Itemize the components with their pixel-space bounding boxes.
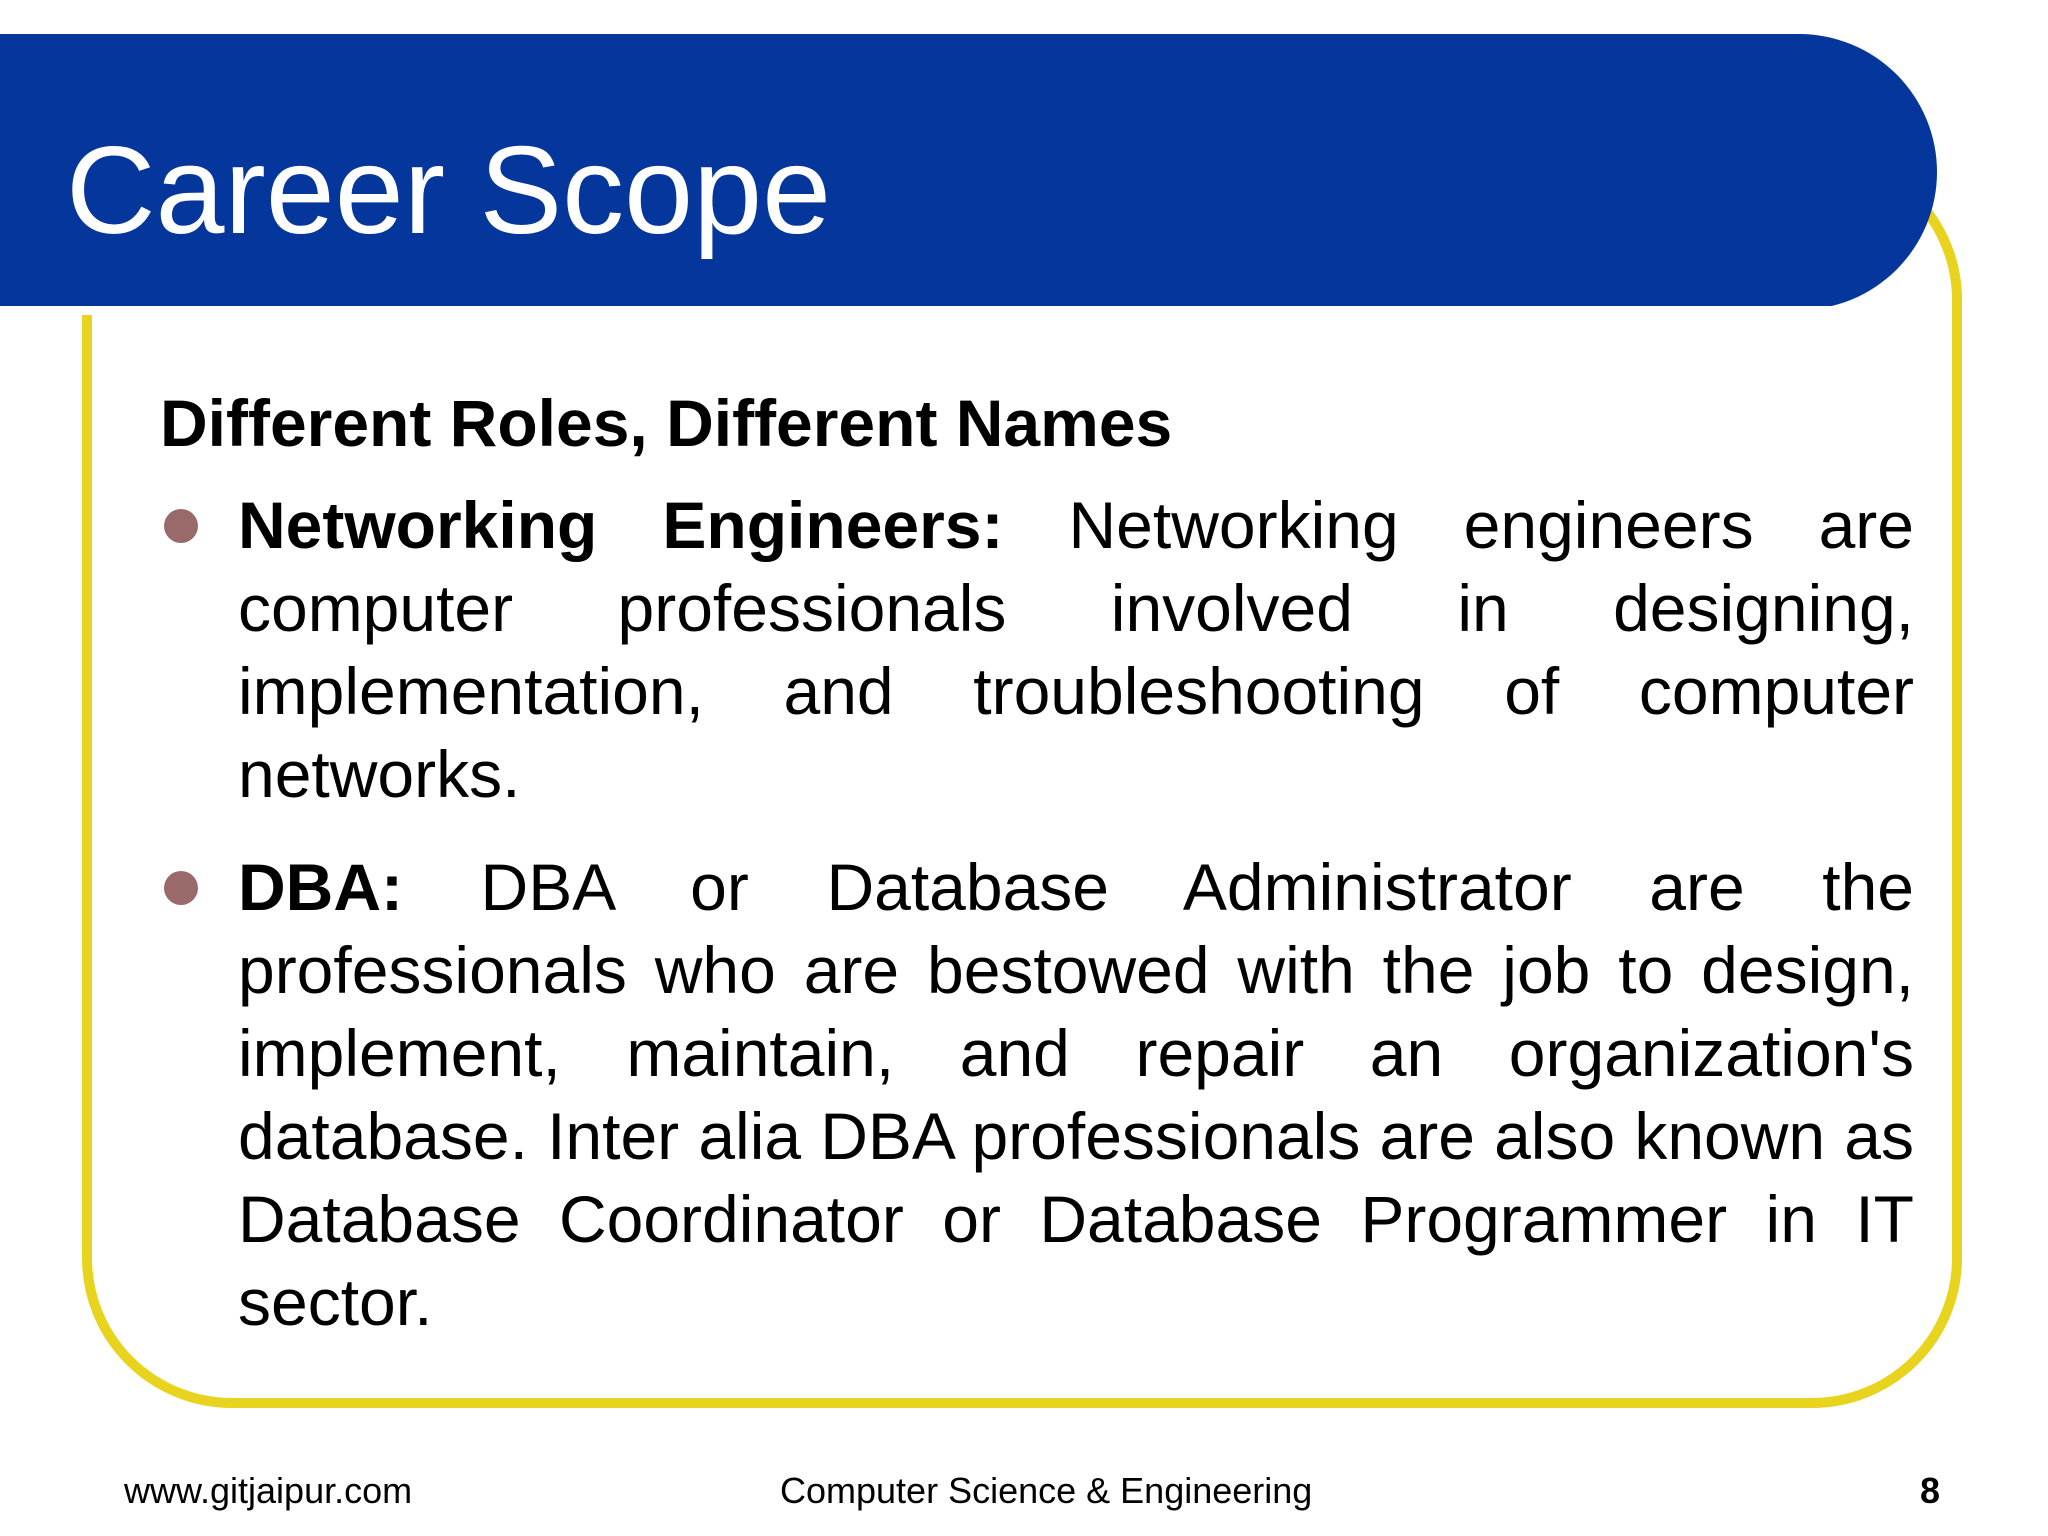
bullet-dot-icon xyxy=(164,871,198,905)
bullet-dba xyxy=(238,846,1914,1344)
bullet-term: DBA: xyxy=(238,850,403,924)
title-bar xyxy=(0,34,1937,310)
footer-department: Computer Science & Engineering xyxy=(780,1470,1313,1511)
bullet-dot-icon xyxy=(164,509,198,543)
title-divider xyxy=(0,306,1834,315)
slide-title: Career Scope xyxy=(66,122,832,260)
bullet-term: Networking Engineers: xyxy=(238,488,1004,562)
footer-page-number: 8 xyxy=(1920,1470,1941,1511)
slide-subtitle: Different Roles, Different Names xyxy=(160,386,1173,460)
footer-website: www.gitjaipur.com xyxy=(124,1470,413,1511)
bullet-networking-engineers xyxy=(238,484,1914,816)
bullet-list xyxy=(238,484,1914,1374)
bullet-description: Networking engineers are computer professionals involved in designing, implementation, and troubleshooting of computer networks. xyxy=(238,488,1914,811)
bullet-description: DBA or Database Administrator are the professionals who are bestowed with the job to design, implement, maintain, and repair an organization's database. Inter alia DBA professionals are also known as Database Coordinator or Database Programmer in IT sector. xyxy=(238,850,1914,1339)
